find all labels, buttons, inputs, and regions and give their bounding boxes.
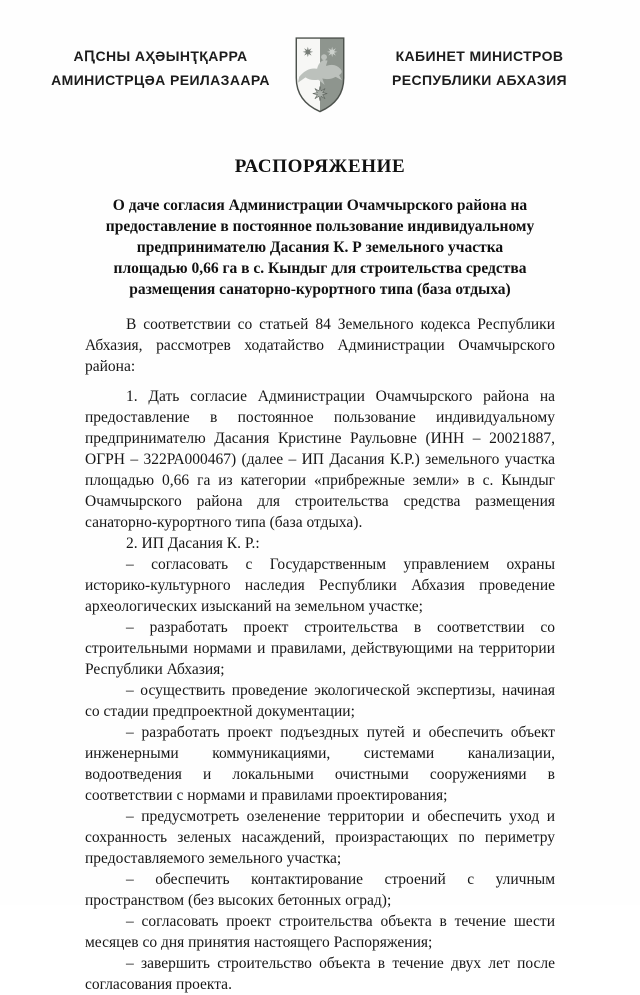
org-right-line1: КАБИНЕТ МИНИСТРОВ bbox=[395, 48, 564, 64]
abkhazia-coat-of-arms-icon bbox=[291, 34, 349, 120]
paragraph: 2. ИП Дасания К. Р.: bbox=[126, 535, 260, 552]
paragraph: – разработать проект строительства в соответствии со строительными нормами и правилами, действующими на территории Республики Абхазия; bbox=[85, 619, 555, 678]
document-title: РАСПОРЯЖЕНИЕ bbox=[234, 156, 406, 177]
subject-line: площадью 0,66 га в с. Кындыг для строительства средства bbox=[113, 260, 527, 277]
subject-line: О даче согласия Администрации Очамчырского района на bbox=[112, 197, 528, 214]
paragraph: – согласовать с Государственным управлением охраны историко-культурного наследия Республики Абхазия проведение археологических изысканий на земельном участке; bbox=[85, 556, 555, 615]
org-left-line1: АԤСНЫ АҲӘЫНҬҚАРРА bbox=[73, 48, 248, 64]
star-upper-right bbox=[327, 47, 337, 57]
paragraph: – осуществить проведение экологической экспертизы, начиная со стадии предпроектной документации; bbox=[85, 682, 555, 720]
org-left-line2: АМИНИСТРЦӘА РЕИЛАЗААРА bbox=[51, 72, 270, 88]
org-name-russian bbox=[363, 44, 596, 92]
document-subject bbox=[55, 195, 585, 300]
org-right-line2: РЕСПУБЛИКИ АБХАЗИЯ bbox=[391, 72, 568, 88]
paragraph: – разработать проект подъездных путей и обеспечить объект инженерными коммуникациями, системами канализации, водоотведения и локальными очистными сооружениями в соответствии с нормами и правилами проектирования; bbox=[85, 724, 555, 804]
paragraph: – согласовать проект строительства объекта в течение шести месяцев со дня принятия настоящего Распоряжения; bbox=[85, 913, 555, 951]
subject-line: предоставление в постоянное пользование индивидуальному bbox=[105, 218, 535, 235]
subject-line: предпринимателю Дасания К. Р земельного участка bbox=[136, 239, 504, 256]
paragraph: – предусмотреть озеленение территории и обеспечить уход и сохранность зеленых насаждений, произрастающих по периметру предоставляемого земельного участка; bbox=[85, 808, 555, 867]
document-body bbox=[85, 314, 555, 995]
subject-line: размещения санаторно-курортного типа (база отдыха) bbox=[129, 281, 511, 298]
star-bottom bbox=[313, 86, 327, 100]
paragraph: – завершить строительство объекта в течение двух лет после согласования проекта. bbox=[85, 955, 555, 993]
org-name-abkhaz bbox=[44, 44, 277, 92]
star-upper-left bbox=[303, 47, 313, 57]
letterhead bbox=[0, 0, 640, 120]
paragraph: В соответствии со статьей 84 Земельного кодекса Республики Абхазия, рассмотрев ходатайство Администрации Очамчырского района: bbox=[85, 316, 555, 375]
paragraph: – обеспечить контактирование строений с уличным пространством (без высоких бетонных оград); bbox=[85, 871, 555, 909]
paragraph: 1. Дать согласие Администрации Очамчырского района на предоставление в постоянное пользование индивидуальному предпринимателю Дасания Кристине Раульовне (ИНН – 20021887, ОГРН – 322РА000467) (далее – ИП Дасания К.Р.) земельного участка площадью 0,66 га из категории «прибрежные земли» в с. Кындыг Очамчырского района для строительства средства размещения санаторно-курортного типа (база отдыха). bbox=[85, 388, 555, 531]
